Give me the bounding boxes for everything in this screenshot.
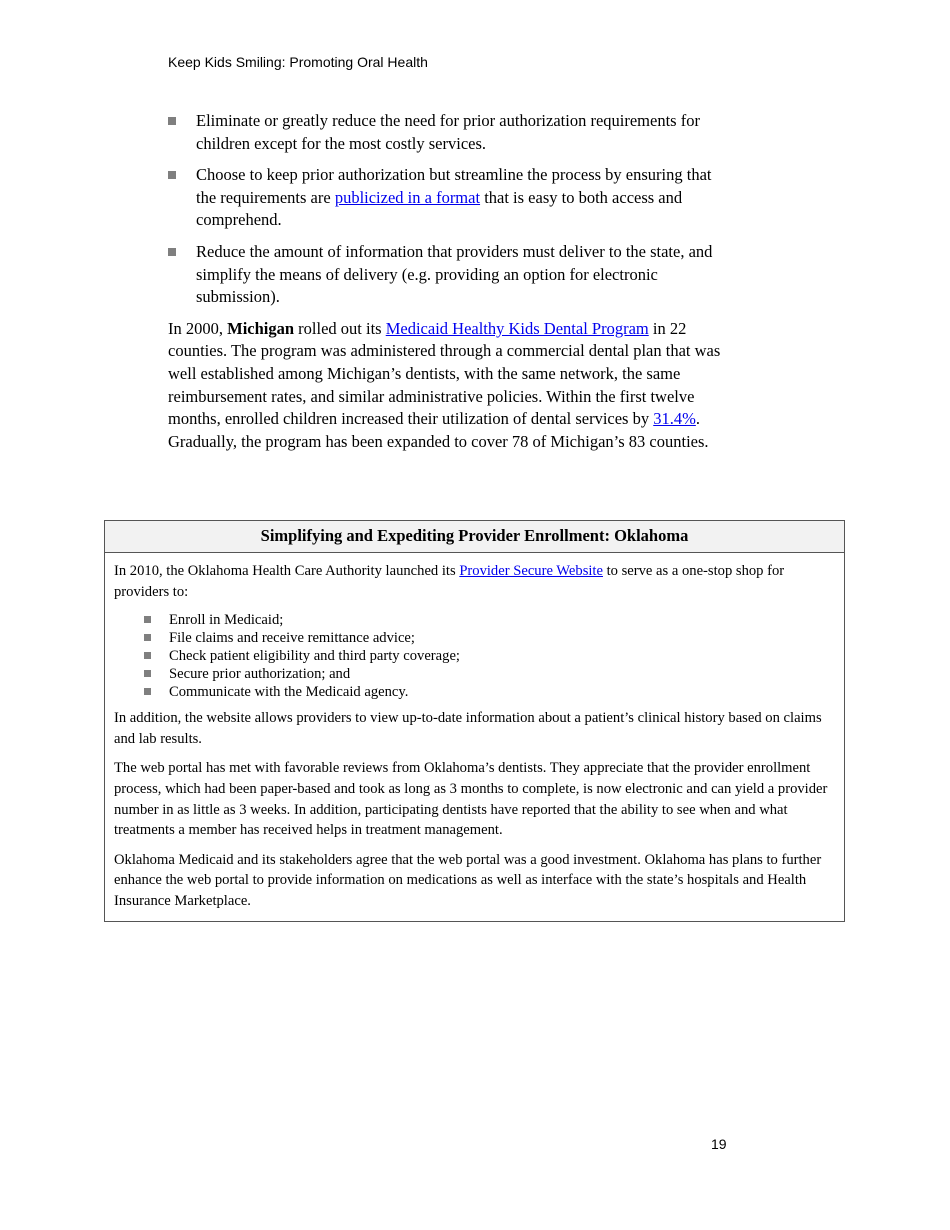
box-paragraph: The web portal has met with favorable reviews from Oklahoma’s dentists. They appreciate that the provider enrollment process, which had been paper-based and took as long as 3 months to complete, is now electronic and can yield a provider number in as little as 3 weeks. In addition, participating dentists have reported that the ability to see when and what treatments a member has received helps in treatment management. (114, 760, 828, 839)
box-body (105, 553, 844, 912)
paragraph-text: in 22 counties. The program was administered through a commercial dental plan that was well established among Michigan’s dentists, with the same network, the same reimbursement rates, and similar administrative policies. Within the first twelve months, enrolled children increased their utilization of dental services by (168, 318, 721, 429)
box-paragraph: Oklahoma Medicaid and its stakeholders agree that the web portal was a good investment. Oklahoma has plans to further enhance the web portal to provide information on medications as well as interface with the state’s hospitals and Health Insurance Marketplace. (114, 851, 822, 909)
paragraph-text: rolled out its (294, 318, 386, 338)
bullet-text: Reduce the amount of information that providers must deliver to the state, and simplify the means of delivery (e.g. providing an option for electronic submission). (196, 241, 713, 307)
bullet-text: Eliminate or greatly reduce the need for prior authorization requirements for children except for the most costly services. (196, 111, 700, 153)
list-item (168, 241, 728, 309)
paragraph-text: to serve as a one-stop shop for providers to: (114, 563, 785, 600)
square-bullet-icon (144, 688, 151, 695)
square-bullet-icon (144, 652, 151, 659)
box-intro (114, 561, 835, 602)
square-bullet-icon (168, 117, 176, 125)
list-item (114, 665, 835, 683)
main-content (168, 110, 728, 453)
box-title: Simplifying and Expediting Provider Enrollment: Oklahoma (105, 521, 844, 553)
publicized-format-link[interactable]: publicized in a format (334, 187, 481, 207)
running-header: Keep Kids Smiling: Promoting Oral Health (168, 54, 428, 70)
list-item-text: Communicate with the Medicaid agency. (169, 684, 409, 701)
list-item (168, 110, 728, 155)
box-paragraph: In addition, the website allows providers to view up-to-date information about a patient’s clinical history based on claims and lab results. (114, 710, 822, 747)
list-item-text: Check patient eligibility and third party coverage; (169, 648, 460, 665)
paragraph-text: In 2000, (168, 318, 228, 338)
michigan-paragraph (168, 318, 728, 454)
list-item (168, 164, 728, 232)
provider-secure-website-link[interactable]: Provider Secure Website (459, 563, 603, 579)
list-item-text: Enroll in Medicaid; (169, 612, 284, 629)
list-item (114, 683, 835, 701)
bullet-text: Choose to keep prior authorization but streamline the process by ensuring that the requirements are (196, 165, 712, 207)
paragraph-text: . Gradually, the program has been expanded to cover 78 of Michigan’s 83 counties. (168, 409, 709, 451)
portal-features-list (114, 611, 835, 701)
square-bullet-icon (168, 171, 176, 179)
list-item (114, 629, 835, 647)
square-bullet-icon (144, 634, 151, 641)
bullet-text: that is easy to both access and comprehend. (196, 187, 683, 230)
recommendation-list (168, 110, 728, 309)
state-name: Michigan (227, 318, 295, 338)
list-item-text: Secure prior authorization; and (169, 666, 351, 683)
square-bullet-icon (144, 670, 151, 677)
utilization-percent-link[interactable]: 31.4% (653, 409, 696, 429)
paragraph-text: In 2010, the Oklahoma Health Care Authority launched its (114, 563, 460, 579)
oklahoma-case-study-box (104, 520, 845, 922)
list-item (114, 611, 835, 629)
list-item-text: File claims and receive remittance advice; (169, 630, 415, 647)
square-bullet-icon (144, 616, 151, 623)
healthy-kids-dental-link[interactable]: Medicaid Healthy Kids Dental Program (385, 318, 649, 338)
page-number: 19 (711, 1136, 727, 1152)
list-item (114, 647, 835, 665)
square-bullet-icon (168, 248, 176, 256)
